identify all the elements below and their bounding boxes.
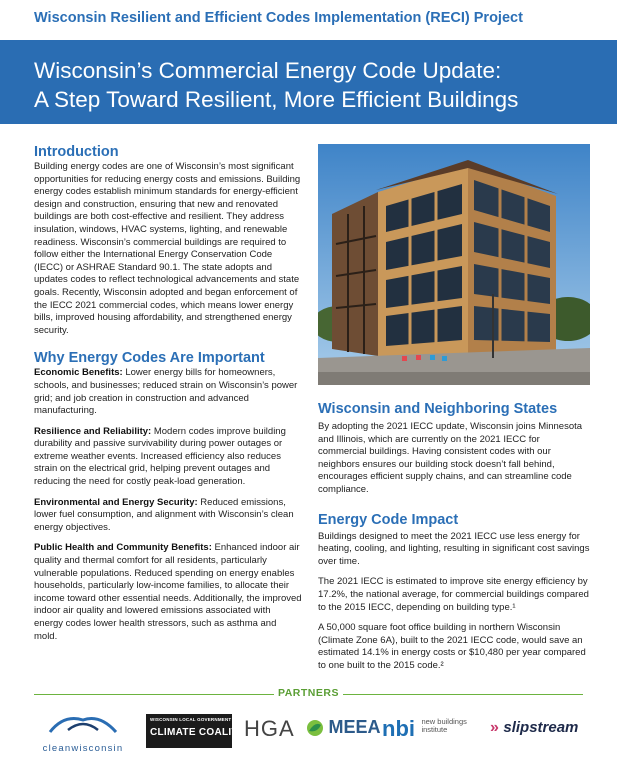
benefit-text: Enhanced indoor air quality and thermal comfort for all residents, particularly vulnerable populations. Reduced spending on energy enables households, particularly low-income families, to allocate their income toward other essential needs. Additionally, the improved indoor air quality and lowered emissions associated with energy codes lower health stressors, such as asthma and mold. bbox=[34, 542, 302, 642]
partners-divider bbox=[0, 686, 617, 702]
title-line-2: A Step Toward Resilient, More Efficient Buildings bbox=[34, 87, 519, 112]
nbi-subtext-line-1: new buildings bbox=[421, 717, 467, 726]
building-photo bbox=[318, 144, 590, 385]
building-illustration bbox=[318, 144, 590, 385]
clean-wisconsin-wave-icon bbox=[28, 712, 138, 736]
benefit-text: Lower energy bills for homeowners, schools, and businesses; reduced strain on Wisconsin’s power grid; and job creation in construction and advanced manufacturing. bbox=[34, 367, 298, 417]
left-column bbox=[34, 143, 302, 643]
benefit-public-health bbox=[34, 542, 302, 643]
neighbors-heading: Wisconsin and Neighboring States bbox=[318, 401, 558, 417]
climate-coalition-logo bbox=[146, 714, 257, 748]
impact-heading: Energy Code Impact bbox=[318, 511, 459, 528]
benefit-label: Environmental and Energy Security: bbox=[34, 496, 198, 508]
meea-leaf-icon bbox=[306, 719, 324, 737]
slipstream-logo bbox=[490, 719, 578, 737]
partners-label: PARTNERS bbox=[278, 687, 339, 699]
clean-wisconsin-logo bbox=[28, 712, 138, 752]
nbi-text: nbi bbox=[382, 716, 415, 741]
neighbors-body: By adopting the 2021 IECC update, Wisconsin joins Minnesota and Illinois, which are currently on the 2021 IECC for commercial buildings. Having consistent codes with our neighbors ensures our building stock doesn’t fall behind, encourages efficient supply chains, and can streamline code compliance. bbox=[318, 421, 583, 495]
benefit-text: Reduced emissions, lower fuel consumption, and alignment with Wisconsin’s clean energy objectives. bbox=[34, 496, 294, 533]
climate-coalition-text: CLIMATE COALITION bbox=[150, 727, 257, 738]
introduction-body: Building energy codes are one of Wisconsin’s most significant opportunities for reducing energy costs and emissions. Building energy codes establish minimum standards for energy-efficient design and construction, ensuring that new and renovated buildings are both cost-effective and resilient. They address insulation, windows, HVAC systems, lighting, and renewable readiness. Wisconsin’s commercial buildings are required to follow either the International Energy Conservation Code (IECC) or ASHRAE Standard 90.1. The state adopts and updates codes to reflect technological advancements and state goals. Recently, Wisconsin adopted and began enforcement of the IECC 2021 commercial codes, which means lower energy bills, improved housing affordability, and strengthened energy security. bbox=[34, 161, 301, 336]
meea-text: MEEA bbox=[328, 717, 381, 737]
impact-paragraph-3: A 50,000 square foot office building in northern Wisconsin (Climate Zone 6A), built to the 2021 IECC code, would save an estimated 14.1% in energy costs or $10,480 per year compared to one built to the 2015 code.² bbox=[318, 622, 586, 671]
benefit-text: Modern codes improve building durability and passive survivability during power outages or extreme weather events. Increased efficiency also reduces strain on the electrical grid, helping prevent outages and reducing the need for costly peak-load generation. bbox=[34, 425, 286, 488]
clean-wisconsin-text: cleanwisconsin bbox=[42, 743, 124, 754]
partner-logos bbox=[0, 708, 617, 754]
benefit-label: Resilience and Reliability: bbox=[34, 425, 152, 437]
right-column bbox=[318, 400, 590, 673]
benefit-label: Public Health and Community Benefits: bbox=[34, 542, 212, 554]
nbi-subtext-line-2: institute bbox=[421, 725, 448, 734]
hga-logo: HGA bbox=[244, 716, 295, 741]
climate-coalition-small-text: WISCONSIN LOCAL GOVERNMENT bbox=[150, 717, 232, 722]
meea-logo bbox=[306, 717, 380, 745]
slipstream-chevron-icon: » bbox=[490, 719, 499, 736]
benefit-label: Economic Benefits: bbox=[34, 367, 123, 379]
benefit-resilience bbox=[34, 426, 302, 489]
project-label: Wisconsin Resilient and Efficient Codes Implementation (RECI) Project bbox=[34, 10, 523, 26]
nbi-logo bbox=[382, 716, 467, 742]
title-line-1: Wisconsin’s Commercial Energy Code Update: bbox=[34, 58, 502, 83]
impact-paragraph-1: Buildings designed to meet the 2021 IECC use less energy for heating, cooling, and lighting, resulting in significant cost savings over time. bbox=[318, 530, 590, 567]
page-title bbox=[34, 56, 518, 114]
slipstream-text: slipstream bbox=[503, 719, 579, 736]
benefit-economic bbox=[34, 367, 302, 417]
benefit-environmental bbox=[34, 497, 302, 535]
impact-paragraph-2: The 2021 IECC is estimated to improve site energy efficiency by 17.2%, the national average, for commercial buildings compared to the 2015 IECC, depending on building type.¹ bbox=[318, 576, 589, 613]
introduction-heading: Introduction bbox=[34, 144, 119, 160]
why-heading: Why Energy Codes Are Important bbox=[34, 350, 265, 367]
